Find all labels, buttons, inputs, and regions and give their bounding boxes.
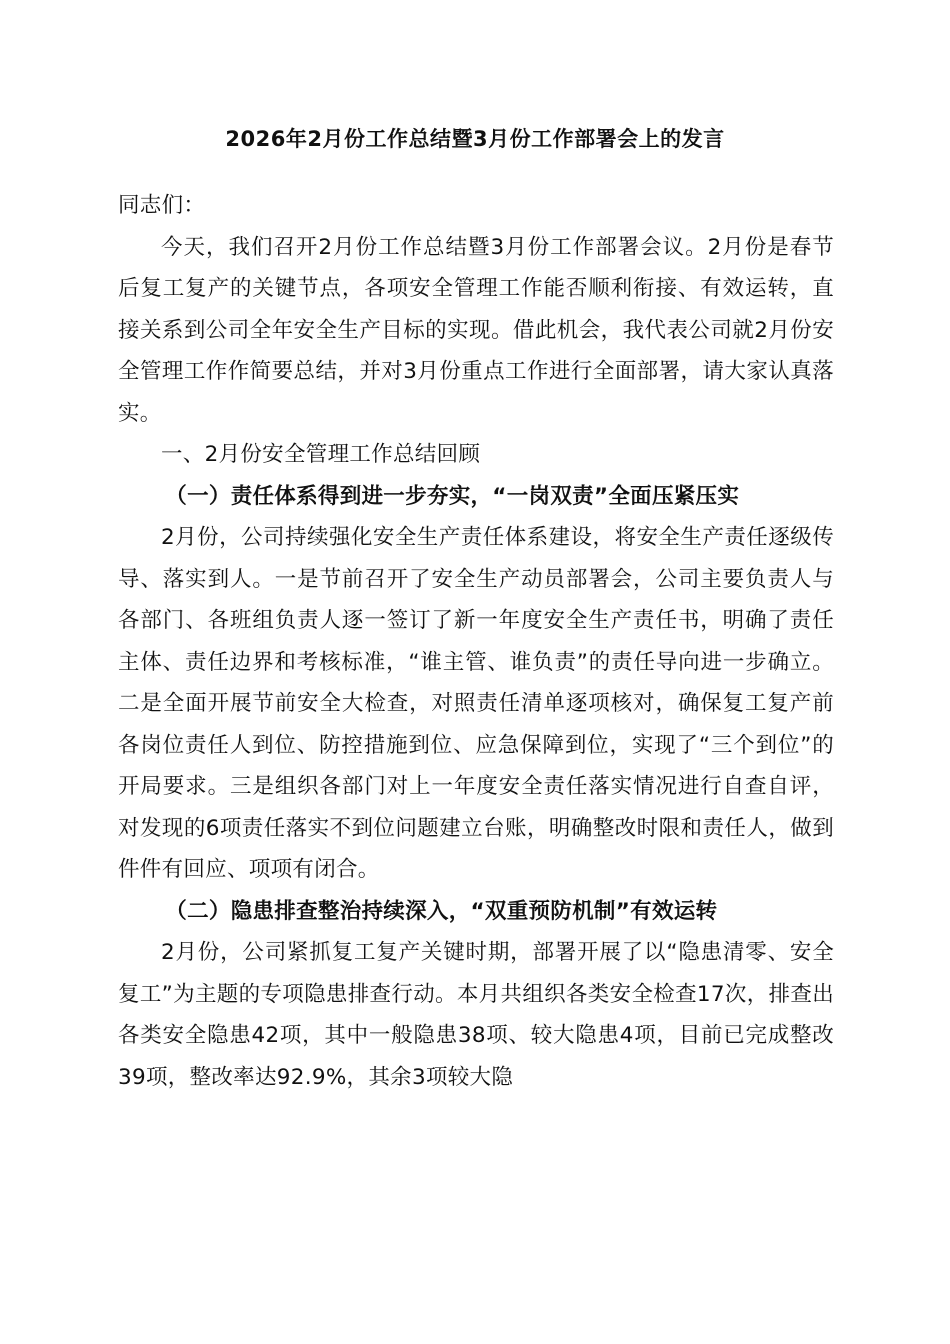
paragraph-hazard-inspection: 2月份，公司紧抓复工复产关键时期，部署开展了以“隐患清零、安全复工”为主题的专项隐患排查行动。本月共组织各类安全检查17次，排查出各类安全隐患42项，其中一般隐患38项、较大隐患4项，目前已完成整改39项，整改率达92.9%，其余3项较大隐 — [118, 940, 834, 1090]
paragraph-responsibility: 2月份，公司持续强化安全生产责任体系建设，将安全生产责任逐级传导、落实到人。一是节前召开了安全生产动员部署会，公司主要负责人与各部门、各班组负责人逐一签订了新一年度安全生产责任书，明确了责任主体、责任边界和考核标准，“谁主管、谁负责”的责任导向进一步确立。二是全面开展节前安全大检查，对照责任清单逐项核对，确保复工复产前各岗位责任人到位、防控措施到位、应急保障到位，实现了“三个到位”的开局要求。三是组织各部门对上一年度安全责任落实情况进行自查自评，对发现的6项责任落实不到位问题建立台账，明确整改时限和责任人，做到件件有回应、项项有闭合。 — [118, 525, 834, 882]
paragraph-intro: 今天，我们召开2月份工作总结暨3月份工作部署会议。2月份是春节后复工复产的关键节点，各项安全管理工作能否顺利衔接、有效运转，直接关系到公司全年安全生产目标的实现。借此机会，我代表公司就2月份安全管理工作作简要总结，并对3月份重点工作进行全面部署，请大家认真落实。 — [118, 234, 834, 426]
subsection-heading-1: （一）责任体系得到进一步夯实，“一岗双责”全面压紧压实 — [165, 483, 740, 509]
section-heading-1: 一、2月份安全管理工作总结回顾 — [161, 442, 481, 467]
salutation: 同志们： — [118, 193, 206, 218]
document-title: 2026年2月份工作总结暨3月份工作部署会上的发言 — [225, 127, 725, 151]
subsection-heading-2: （二）隐患排查整治持续深入，“双重预防机制”有效运转 — [165, 898, 718, 924]
document-body — [118, 185, 834, 1098]
